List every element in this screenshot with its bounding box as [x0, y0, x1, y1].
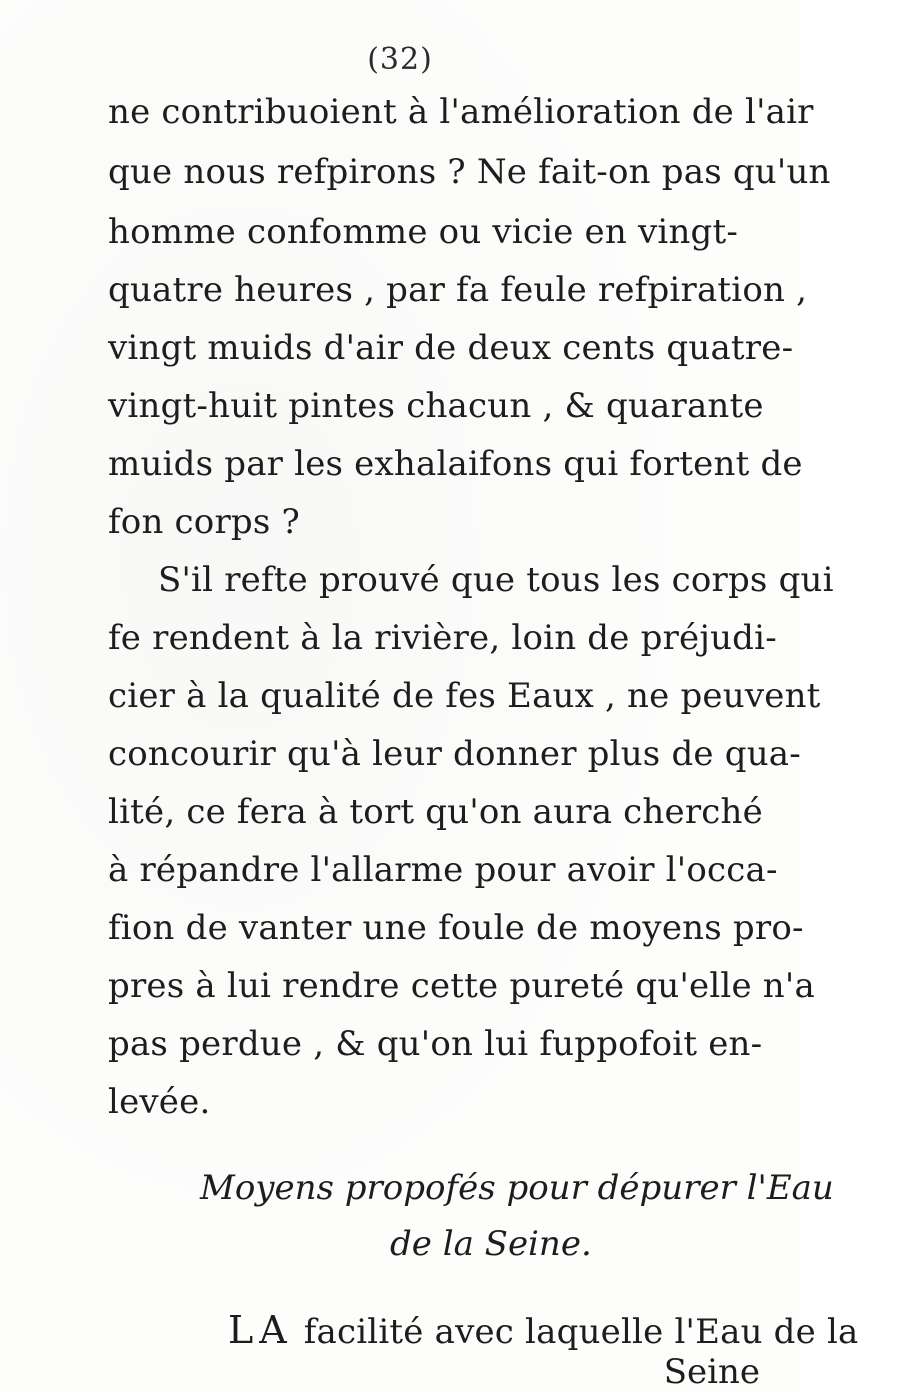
- text-line: ne contribuoient à l'amélioration de l'air: [108, 92, 814, 132]
- drop-capital: LA: [228, 1308, 293, 1352]
- text-line: muids par les exhalaifons qui fortent de: [108, 444, 803, 484]
- paragraph-opening-line: [228, 1308, 908, 1354]
- text-line: vingt muids d'air de deux cents quatre-: [108, 328, 794, 368]
- text-line: homme confomme ou vicie en vingt-: [108, 212, 739, 252]
- text-line: à répandre l'allarme pour avoir l'occa-: [108, 850, 778, 890]
- text-line: pres à lui rendre cette pureté qu'elle n'a: [108, 966, 815, 1006]
- text-line: levée.: [108, 1082, 211, 1122]
- text-line: que nous refpirons ? Ne fait-on pas qu'un: [108, 152, 831, 192]
- text-line: fion de vanter une foule de moyens pro-: [108, 908, 804, 948]
- text-line: S'il refte prouvé que tous les corps qui: [158, 560, 834, 600]
- opening-line-text: facilité avec laquelle l'Eau de la: [292, 1312, 859, 1352]
- text-line: vingt-huit pintes chacun , & quarante: [108, 386, 764, 426]
- text-line: concourir qu'à leur donner plus de qua-: [108, 734, 801, 774]
- text-line: quatre heures , par fa feule refpiration ,: [108, 270, 808, 310]
- text-line: lité, ce fera à tort qu'on aura cherché: [108, 792, 763, 832]
- page-number: (32): [367, 42, 433, 77]
- text-line: fon corps ?: [108, 502, 300, 542]
- text-line: cier à la qualité de fes Eaux , ne peuvent: [108, 676, 821, 716]
- catchword: Seine: [663, 1352, 760, 1392]
- text-line: pas perdue , & qu'on lui fuppofoit en-: [108, 1024, 763, 1064]
- text-line: fe rendent à la rivière, loin de préjudi-: [108, 618, 777, 658]
- section-heading-continuation: de la Seine.: [390, 1224, 592, 1264]
- section-heading: Moyens propofés pour dépurer l'Eau: [200, 1168, 834, 1208]
